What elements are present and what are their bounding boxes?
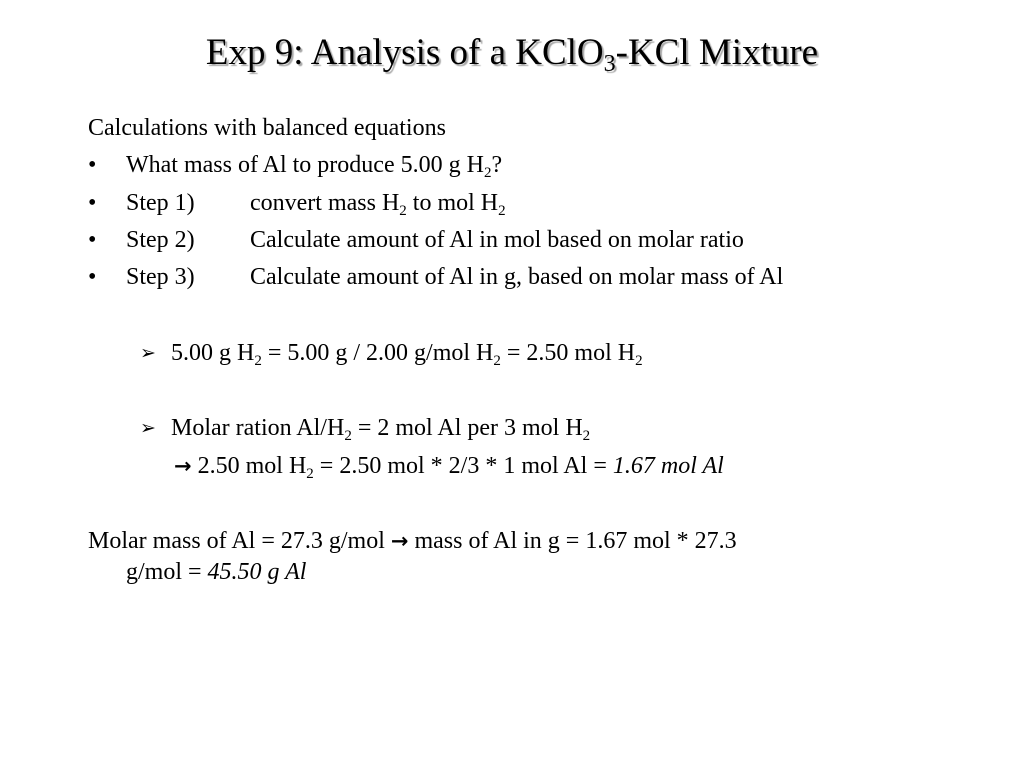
intro-line	[88, 113, 446, 143]
final-line-2: g/mol = 45.50 g Al	[126, 559, 307, 585]
arrow-bullet-icon: ➢	[140, 342, 156, 364]
bullet-icon: •	[88, 190, 97, 216]
bullet-question-text: What mass of Al to produce 5.00 g $H_2$?	[126, 152, 503, 181]
intro-text: Calculations with balanced equations	[88, 115, 446, 141]
bullet-icon: •	[88, 152, 97, 178]
final-line-1: Molar mass of Al = 27.3 g/mol → mass of Al in g = 1.67 mol * 27.3	[88, 528, 737, 554]
bullet-icon: •	[88, 227, 97, 253]
calc-mol-al: → 2.50 mol $H_2 = 2.50$ mol * 2/3 * 1 mol Al = 1.67 mol Al	[174, 453, 724, 482]
slide-title	[0, 30, 1024, 76]
step-label: Step 3)	[126, 264, 195, 290]
bullet-icon: •	[88, 264, 97, 290]
calc-text: 5.00 g $H_2 = 5.00$ g / 2.00 g/mol $H_2 = 2.50$ mol $H_2$	[171, 340, 643, 369]
title-text: Exp 9: Analysis of a KClO	[205, 32, 604, 73]
calc-text: Molar ration $Al/H_2 = 2$ mol Al per 3 mol $H_2$	[171, 415, 591, 444]
right-arrow-icon: →	[174, 454, 192, 478]
title-text-end: -KCl Mixture	[615, 32, 819, 73]
step-text: convert mass $H_2$ to mol $H_2$	[250, 190, 506, 219]
arrow-bullet-icon: ➢	[140, 417, 156, 439]
step-label: Step 2)	[126, 227, 195, 253]
step-text: Calculate amount of Al in mol based on molar ratio	[250, 227, 744, 253]
title-subscript: 3	[603, 51, 616, 77]
step-label: Step 1)	[126, 190, 195, 216]
step-text: Calculate amount of Al in g, based on molar mass of Al	[250, 264, 784, 290]
right-arrow-icon: →	[390, 529, 409, 553]
calc-result-mol: 1.67 mol Al	[612, 453, 724, 479]
final-result-mass: 45.50 g Al	[207, 559, 307, 585]
